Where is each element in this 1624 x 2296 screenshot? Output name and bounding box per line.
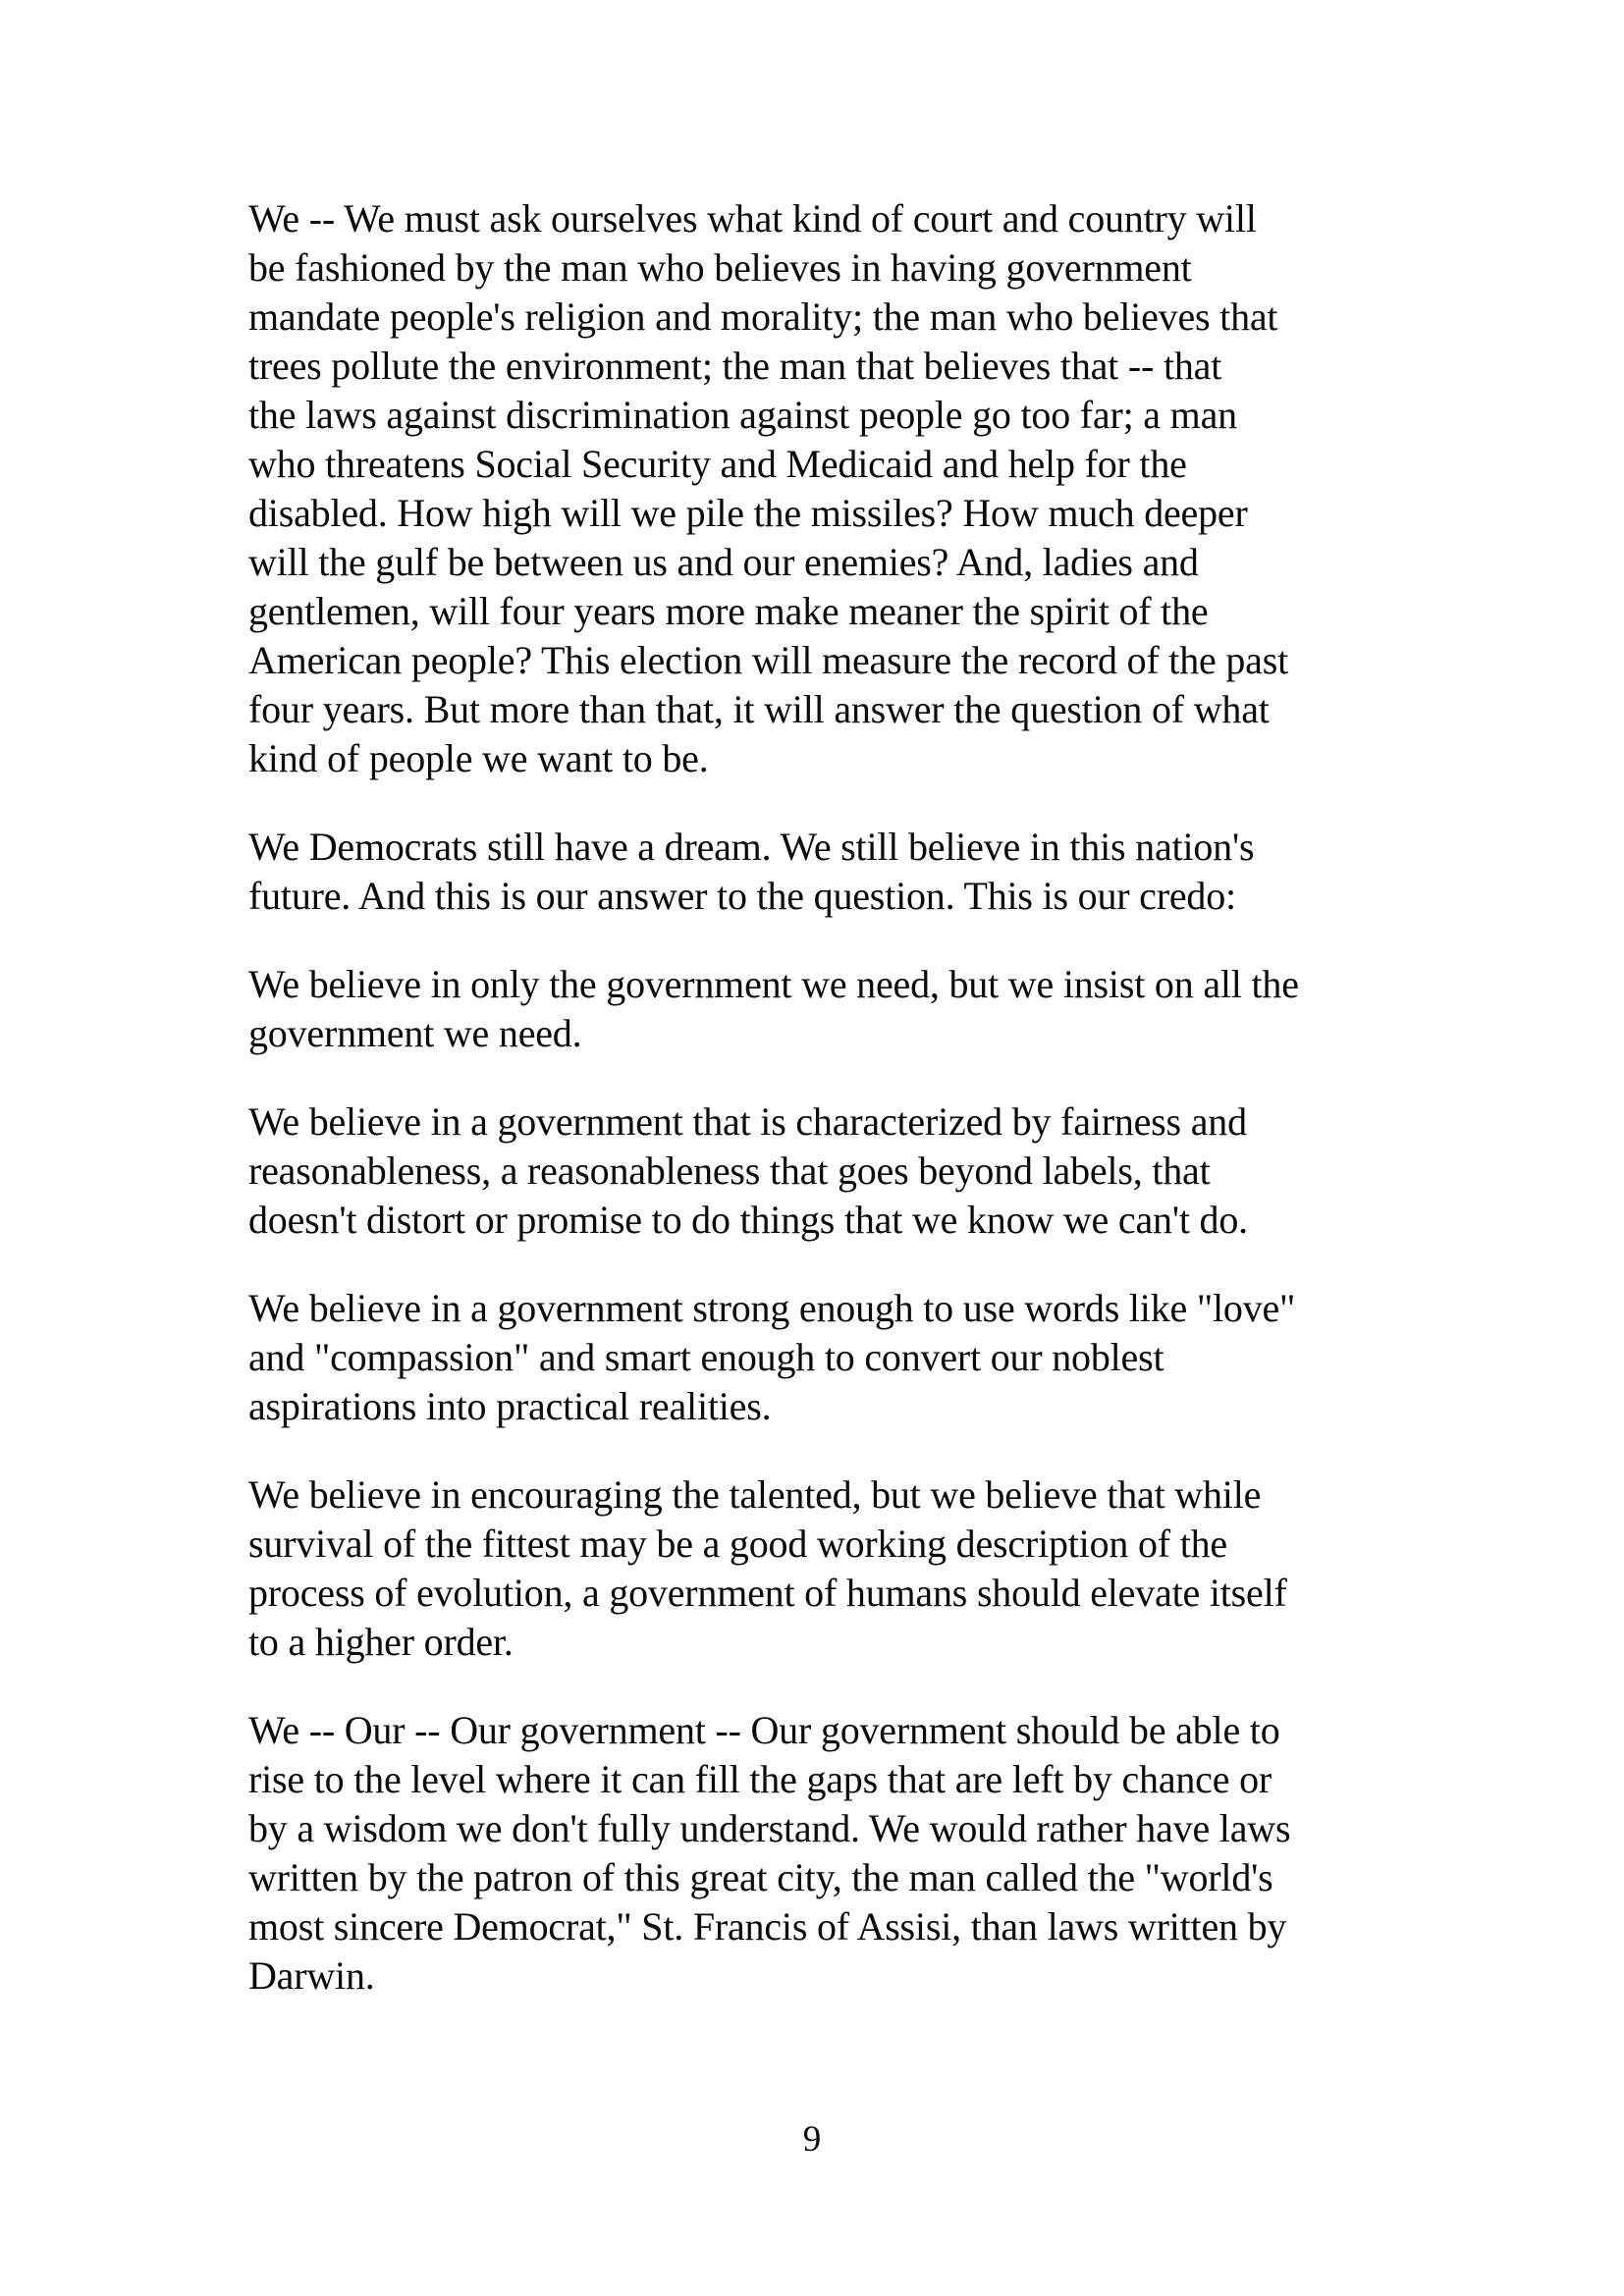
paragraph bbox=[248, 1097, 1436, 1245]
text-line: American people? This election will measure the record of the past bbox=[248, 638, 1288, 682]
text-line: kind of people we want to be. bbox=[248, 736, 709, 780]
text-line: We believe in only the government we need, but we insist on all the bbox=[248, 962, 1299, 1006]
text-line: written by the patron of this great city, the man called the "world's bbox=[248, 1855, 1273, 1899]
text-line: rise to the level where it can fill the gaps that are left by chance or bbox=[248, 1757, 1272, 1801]
text-line: process of evolution, a government of humans should elevate itself bbox=[248, 1571, 1287, 1615]
text-line: gentlemen, will four years more make meaner the spirit of the bbox=[248, 589, 1209, 633]
paragraph bbox=[248, 1284, 1436, 1431]
text-line: trees pollute the environment; the man that believes that -- that bbox=[248, 344, 1222, 388]
text-line: be fashioned by the man who believes in having government bbox=[248, 245, 1192, 290]
text-line: who threatens Social Security and Medicaid and help for the bbox=[248, 442, 1187, 486]
text-line: by a wisdom we don't fully understand. We would rather have laws bbox=[248, 1806, 1291, 1850]
text-line: We believe in a government strong enough to use words like "love" bbox=[248, 1286, 1296, 1330]
text-line: and "compassion" and smart enough to convert our noblest bbox=[248, 1335, 1164, 1379]
page-text bbox=[248, 194, 1436, 2001]
text-line: We -- We must ask ourselves what kind of court and country will bbox=[248, 196, 1257, 240]
text-line: We believe in a government that is characterized by fairness and bbox=[248, 1099, 1247, 1144]
text-line: survival of the fittest may be a good working description of the bbox=[248, 1522, 1227, 1566]
text-line: Darwin. bbox=[248, 1953, 375, 1998]
text-line: government we need. bbox=[248, 1011, 582, 1055]
page-number: 9 bbox=[802, 2119, 822, 2160]
text-line: doesn't distort or promise to do things that we know we can't do. bbox=[248, 1198, 1248, 1242]
text-line: reasonableness, a reasonableness that goes beyond labels, that bbox=[248, 1148, 1211, 1193]
text-line: future. And this is our answer to the question. This is our credo: bbox=[248, 874, 1236, 918]
text-line: will the gulf be between us and our enemies? And, ladies and bbox=[248, 540, 1199, 584]
text-line: aspirations into practical realities. bbox=[248, 1384, 772, 1428]
text-line: the laws against discrimination against people go too far; a man bbox=[248, 393, 1237, 437]
paragraph bbox=[248, 1706, 1436, 2001]
paragraph bbox=[248, 194, 1436, 783]
paragraph bbox=[248, 823, 1436, 921]
text-line: four years. But more than that, it will answer the question of what bbox=[248, 687, 1270, 731]
text-line: disabled. How high will we pile the missiles? How much deeper bbox=[248, 491, 1248, 535]
text-line: most sincere Democrat," St. Francis of Assisi, than laws written by bbox=[248, 1904, 1287, 1949]
text-line: We -- Our -- Our government -- Our government should be able to bbox=[248, 1708, 1280, 1752]
text-line: We believe in encouraging the talented, but we believe that while bbox=[248, 1472, 1262, 1517]
text-line: mandate people's religion and morality; the man who believes that bbox=[248, 294, 1278, 339]
text-line: We Democrats still have a dream. We still believe in this nation's bbox=[248, 825, 1255, 869]
text-line: to a higher order. bbox=[248, 1620, 514, 1664]
paragraph bbox=[248, 1470, 1436, 1667]
paragraph bbox=[248, 960, 1436, 1058]
